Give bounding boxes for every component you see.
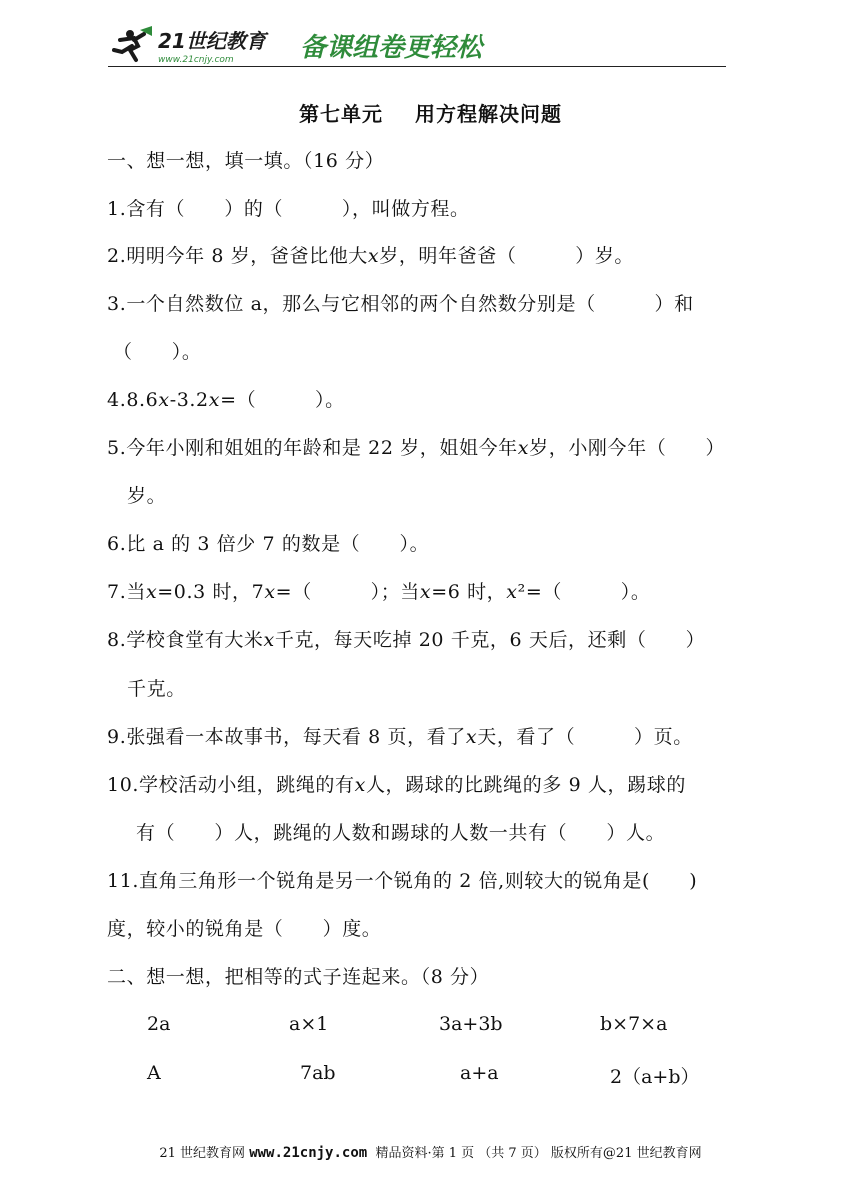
question-1: 1.含有（ ）的（ ），叫做方程。	[107, 198, 470, 220]
title-unit: 第七单元	[299, 102, 383, 126]
question-6: 6.比 a 的 3 倍少 7 的数是（ ）。	[107, 533, 430, 555]
page-title	[0, 98, 861, 127]
question-10-line2: 有（ ）人，跳绳的人数和踢球的人数一共有（ ）人。	[136, 822, 666, 844]
match-bottom-2: 7ab	[300, 1062, 336, 1084]
question-5-line2: 岁。	[127, 485, 167, 507]
match-top-1: 2a	[147, 1013, 171, 1035]
slogan: 备课组卷更轻松	[300, 33, 483, 63]
match-bottom-3: a+a	[460, 1062, 499, 1084]
header-logo	[108, 26, 528, 66]
question-8-line1: 8.学校食堂有大米x千克，每天吃掉 20 千克，6 天后，还剩（ ）	[107, 629, 706, 651]
match-top-3: 3a+3b	[439, 1013, 503, 1035]
section2-heading: 二、想一想，把相等的式子连起来。（8 分）	[107, 966, 490, 988]
match-bottom-4: 2（a+b）	[610, 1066, 700, 1088]
section1-heading: 一、想一想，填一填。（16 分）	[107, 150, 385, 172]
logo-text: 21世纪教育	[158, 29, 266, 53]
title-topic: 用方程解决问题	[415, 102, 562, 126]
match-top-2: a×1	[289, 1013, 329, 1035]
match-top-4: b×7×a	[600, 1013, 668, 1035]
question-3-line2: （ ）。	[113, 341, 202, 363]
question-3-line1: 3.一个自然数位 a，那么与它相邻的两个自然数分别是（ ）和	[107, 293, 694, 315]
question-11-line1: 11.直角三角形一个锐角是另一个锐角的 2 倍,则较大的锐角是( )	[107, 870, 698, 892]
runner-icon	[114, 26, 152, 60]
question-11-line2: 度，较小的锐角是（ ）度。	[107, 918, 382, 940]
question-5-line1: 5.今年小刚和姐姐的年龄和是 22 岁，姐姐今年x岁，小刚今年（ ）	[107, 437, 726, 459]
question-10-line1: 10.学校活动小组，跳绳的有x人，踢球的比跳绳的多 9 人，踢球的	[107, 774, 686, 796]
header-divider	[108, 66, 726, 67]
match-bottom-1: A	[147, 1062, 161, 1084]
question-4: 4.8.6x-3.2x=（ ）。	[107, 389, 345, 411]
logo-url: www.21cnjy.com	[158, 55, 234, 65]
question-7: 7.当x=0.3 时，7x=（ ）；当x=6 时，x²=（ ）。	[107, 581, 651, 603]
page-footer: 21 世纪教育网 www.21cnjy.com 精品资料·第 1 页 （共 7 页） 版权所有@21 世纪教育网	[159, 1145, 702, 1161]
footer-site-link[interactable]: www.21cnjy.com	[249, 1145, 368, 1161]
question-9: 9.张强看一本故事书，每天看 8 页，看了x天，看了（ ）页。	[107, 726, 693, 748]
question-2: 2.明明今年 8 岁，爸爸比他大x岁，明年爸爸（ ）岁。	[107, 245, 635, 267]
question-8-line2: 千克。	[127, 678, 186, 700]
